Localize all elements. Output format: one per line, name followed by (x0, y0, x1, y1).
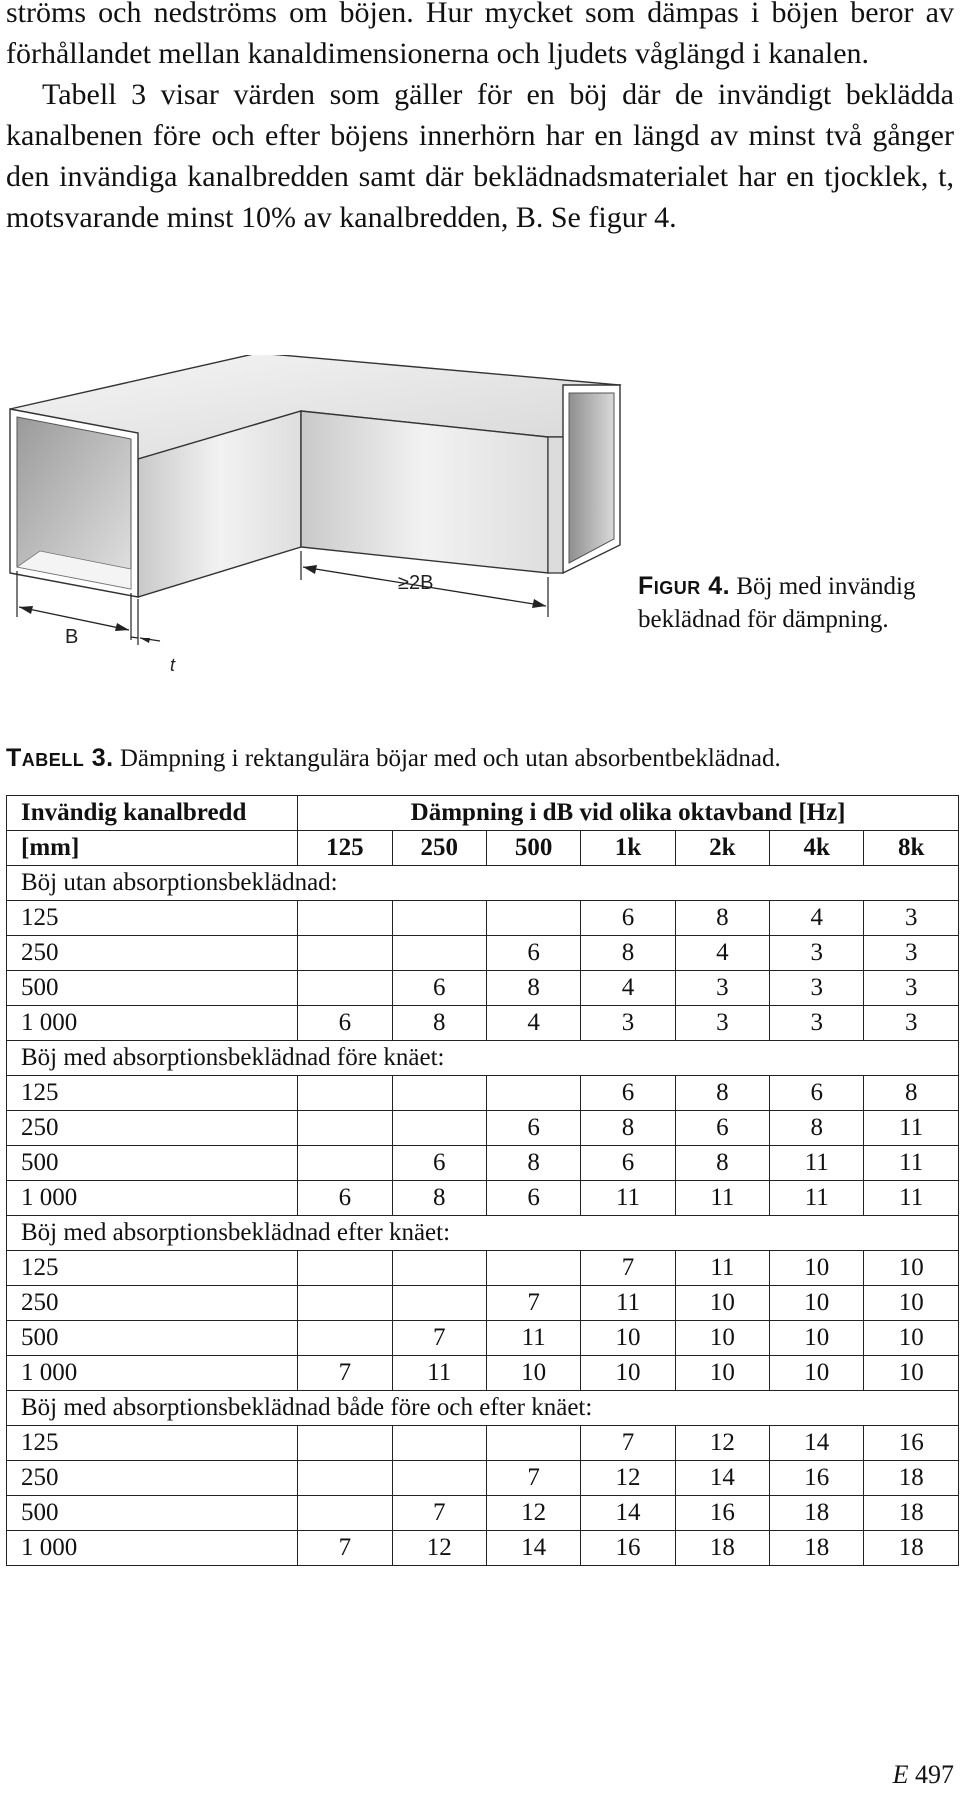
table-row (7, 1286, 959, 1321)
duct-width-cell: 500 (7, 1321, 298, 1356)
attenuation-value-cell (392, 1286, 486, 1321)
attenuation-value-cell: 8 (864, 1076, 959, 1111)
section-title: Böj med absorptionsbeklädnad både före och efter knäet: (7, 1391, 959, 1426)
body-paragraph-2: Tabell 3 visar värden som gäller för en böj där de invändigt beklädda kanalbenen före och efter böjens innerhörn har en längd av minst två gånger den invändiga kanalbredden samt där beklädnadsmaterialet har en tjocklek, t, motsvarande minst 10% av kanalbredden, B. Se figur 4. (6, 78, 954, 234)
table-section-row (7, 1391, 959, 1426)
attenuation-value-cell (298, 936, 392, 971)
section-title: Böj med absorptionsbeklädnad före knäet: (7, 1041, 959, 1076)
attenuation-value-cell: 10 (486, 1356, 580, 1391)
section-title: Böj med absorptionsbeklädnad efter knäet: (7, 1216, 959, 1251)
attenuation-value-cell (298, 1251, 392, 1286)
attenuation-value-cell: 3 (770, 971, 864, 1006)
attenuation-value-cell: 16 (581, 1531, 675, 1566)
duct-width-cell: 1 000 (7, 1006, 298, 1041)
figure-caption-label: Figur 4. (638, 572, 731, 600)
table-row (7, 1076, 959, 1111)
attenuation-value-cell: 11 (864, 1146, 959, 1181)
table-section-row (7, 866, 959, 901)
table-row (7, 1426, 959, 1461)
duct-width-cell: 125 (7, 1251, 298, 1286)
attenuation-value-cell: 11 (770, 1181, 864, 1216)
attenuation-value-cell: 8 (675, 901, 769, 936)
attenuation-value-cell: 12 (486, 1496, 580, 1531)
attenuation-value-cell: 6 (298, 1006, 392, 1041)
duct-width-cell: 1 000 (7, 1531, 298, 1566)
attenuation-value-cell (298, 1461, 392, 1496)
attenuation-value-cell (392, 1076, 486, 1111)
attenuation-value-cell: 10 (675, 1356, 769, 1391)
page-number (893, 1760, 954, 1790)
attenuation-value-cell: 6 (675, 1111, 769, 1146)
duct-width-cell: 250 (7, 1461, 298, 1496)
attenuation-value-cell: 4 (486, 1006, 580, 1041)
table-section-row (7, 1216, 959, 1251)
attenuation-table (6, 795, 959, 1566)
attenuation-value-cell: 16 (864, 1426, 959, 1461)
attenuation-value-cell: 10 (581, 1321, 675, 1356)
attenuation-value-cell: 18 (864, 1531, 959, 1566)
duct-front-face-right (301, 411, 548, 573)
attenuation-value-cell (392, 1111, 486, 1146)
attenuation-value-cell: 18 (770, 1496, 864, 1531)
table-row (7, 1356, 959, 1391)
table-row (7, 1321, 959, 1356)
duct-bend-illustration (0, 355, 640, 705)
attenuation-value-cell: 18 (770, 1531, 864, 1566)
attenuation-value-cell: 14 (675, 1461, 769, 1496)
attenuation-value-cell: 10 (581, 1356, 675, 1391)
duct-width-cell: 500 (7, 1496, 298, 1531)
table-row (7, 1146, 959, 1181)
attenuation-value-cell: 6 (298, 1181, 392, 1216)
attenuation-value-cell: 12 (581, 1461, 675, 1496)
attenuation-value-cell: 11 (770, 1146, 864, 1181)
attenuation-value-cell: 18 (675, 1531, 769, 1566)
attenuation-value-cell (298, 1496, 392, 1531)
attenuation-value-cell: 3 (675, 1006, 769, 1041)
attenuation-value-cell: 10 (864, 1251, 959, 1286)
attenuation-value-cell (298, 1111, 392, 1146)
header-duct-width-unit: [mm] (7, 831, 298, 866)
table-row (7, 1181, 959, 1216)
header-band: 500 (486, 831, 580, 866)
attenuation-value-cell: 7 (392, 1321, 486, 1356)
attenuation-value-cell: 8 (770, 1111, 864, 1146)
table-row (7, 936, 959, 971)
table-row (7, 1006, 959, 1041)
attenuation-value-cell (298, 1426, 392, 1461)
right-duct-lining (569, 393, 614, 563)
attenuation-value-cell (486, 1251, 580, 1286)
attenuation-value-cell (298, 901, 392, 936)
attenuation-value-cell: 11 (675, 1181, 769, 1216)
attenuation-value-cell (298, 1146, 392, 1181)
table-row (7, 1531, 959, 1566)
attenuation-value-cell: 6 (486, 1111, 580, 1146)
attenuation-value-cell: 10 (864, 1286, 959, 1321)
attenuation-value-cell: 12 (392, 1531, 486, 1566)
attenuation-value-cell: 6 (486, 1181, 580, 1216)
attenuation-value-cell: 10 (770, 1356, 864, 1391)
table-caption-label: Tabell 3. (6, 744, 114, 772)
page-number-value: 497 (915, 1760, 954, 1789)
header-band: 250 (392, 831, 486, 866)
attenuation-value-cell: 7 (581, 1426, 675, 1461)
attenuation-value-cell (298, 1076, 392, 1111)
attenuation-value-cell (486, 901, 580, 936)
attenuation-value-cell: 8 (675, 1076, 769, 1111)
attenuation-value-cell: 8 (581, 1111, 675, 1146)
header-band: 2k (675, 831, 769, 866)
attenuation-value-cell: 10 (675, 1321, 769, 1356)
attenuation-value-cell: 6 (581, 901, 675, 936)
attenuation-value-cell: 18 (864, 1461, 959, 1496)
attenuation-value-cell (486, 1426, 580, 1461)
label-t: t (170, 655, 176, 675)
attenuation-value-cell: 11 (581, 1286, 675, 1321)
attenuation-value-cell: 8 (675, 1146, 769, 1181)
attenuation-value-cell (392, 1426, 486, 1461)
attenuation-value-cell: 14 (581, 1496, 675, 1531)
attenuation-value-cell: 8 (486, 1146, 580, 1181)
table-caption (6, 742, 956, 775)
attenuation-value-cell: 11 (392, 1356, 486, 1391)
duct-width-cell: 500 (7, 1146, 298, 1181)
attenuation-value-cell: 3 (864, 901, 959, 936)
attenuation-value-cell: 6 (392, 1146, 486, 1181)
duct-width-cell: 1 000 (7, 1181, 298, 1216)
duct-width-cell: 500 (7, 971, 298, 1006)
header-band: 125 (298, 831, 392, 866)
attenuation-value-cell: 3 (864, 936, 959, 971)
attenuation-value-cell: 4 (675, 936, 769, 971)
attenuation-value-cell: 3 (864, 1006, 959, 1041)
figure-caption (638, 570, 960, 636)
body-text (6, 0, 954, 238)
duct-width-cell: 250 (7, 1286, 298, 1321)
attenuation-value-cell: 6 (581, 1146, 675, 1181)
attenuation-value-cell: 10 (770, 1321, 864, 1356)
attenuation-value-cell: 3 (581, 1006, 675, 1041)
table-row (7, 971, 959, 1006)
attenuation-value-cell: 11 (581, 1181, 675, 1216)
table-header-row-1 (7, 796, 959, 831)
attenuation-value-cell: 8 (392, 1181, 486, 1216)
attenuation-value-cell: 3 (864, 971, 959, 1006)
attenuation-value-cell: 14 (486, 1531, 580, 1566)
attenuation-value-cell: 7 (298, 1531, 392, 1566)
attenuation-value-cell: 11 (675, 1251, 769, 1286)
table-row (7, 1461, 959, 1496)
attenuation-value-cell: 3 (770, 936, 864, 971)
attenuation-value-cell: 3 (770, 1006, 864, 1041)
attenuation-value-cell: 8 (392, 1006, 486, 1041)
duct-width-cell: 1 000 (7, 1356, 298, 1391)
attenuation-value-cell (392, 901, 486, 936)
attenuation-value-cell: 11 (486, 1321, 580, 1356)
attenuation-value-cell (486, 1076, 580, 1111)
attenuation-value-cell (298, 1286, 392, 1321)
header-band: 1k (581, 831, 675, 866)
attenuation-value-cell (392, 1251, 486, 1286)
attenuation-value-cell: 6 (486, 936, 580, 971)
attenuation-value-cell: 18 (864, 1496, 959, 1531)
attenuation-value-cell: 6 (581, 1076, 675, 1111)
table-row (7, 1111, 959, 1146)
attenuation-value-cell: 3 (675, 971, 769, 1006)
attenuation-value-cell: 10 (864, 1356, 959, 1391)
duct-width-cell: 250 (7, 936, 298, 971)
table-section-row (7, 1041, 959, 1076)
duct-width-cell: 125 (7, 1076, 298, 1111)
header-band: 4k (770, 831, 864, 866)
attenuation-value-cell (298, 971, 392, 1006)
attenuation-value-cell: 14 (770, 1426, 864, 1461)
label-2b: ≥2B (398, 572, 434, 594)
page-number-prefix: E (892, 1760, 909, 1789)
attenuation-value-cell: 7 (486, 1461, 580, 1496)
attenuation-value-cell: 7 (581, 1251, 675, 1286)
table-header-row-2 (7, 831, 959, 866)
duct-width-cell: 125 (7, 1426, 298, 1461)
attenuation-value-cell: 10 (770, 1251, 864, 1286)
attenuation-value-cell: 10 (864, 1321, 959, 1356)
figure-caption-text: Böj med invändig beklädnad för dämpning. (638, 573, 916, 633)
attenuation-value-cell: 4 (581, 971, 675, 1006)
attenuation-value-cell: 10 (770, 1286, 864, 1321)
duct-width-cell: 125 (7, 901, 298, 936)
attenuation-value-cell: 12 (675, 1426, 769, 1461)
header-attenuation-group: Dämpning i dB vid olika oktavband [Hz] (298, 796, 959, 831)
attenuation-value-cell: 7 (298, 1356, 392, 1391)
duct-bend-figure (0, 355, 640, 705)
table-caption-text: Dämpning i rektangulära böjar med och utan absorbentbeklädnad. (119, 745, 781, 772)
attenuation-value-cell: 16 (770, 1461, 864, 1496)
table-row (7, 1496, 959, 1531)
table-row (7, 901, 959, 936)
header-band: 8k (864, 831, 959, 866)
attenuation-value-cell: 10 (675, 1286, 769, 1321)
attenuation-value-cell: 11 (864, 1111, 959, 1146)
attenuation-value-cell: 11 (864, 1181, 959, 1216)
attenuation-value-cell: 8 (581, 936, 675, 971)
attenuation-value-cell: 8 (486, 971, 580, 1006)
attenuation-value-cell (298, 1321, 392, 1356)
attenuation-value-cell: 16 (675, 1496, 769, 1531)
attenuation-value-cell: 6 (392, 971, 486, 1006)
attenuation-value-cell: 7 (392, 1496, 486, 1531)
attenuation-value-cell (392, 1461, 486, 1496)
attenuation-value-cell: 4 (770, 901, 864, 936)
body-paragraph-1: ströms och nedströms om böjen. Hur mycket som dämpas i böjen beror av förhållandet mellan kanaldimensionerna och ljudets våglängd i kanalen. (6, 0, 954, 70)
attenuation-value-cell (392, 936, 486, 971)
section-title: Böj utan absorptionsbeklädnad: (7, 866, 959, 901)
header-duct-width: Invändig kanalbredd (7, 796, 298, 831)
label-b: B (65, 626, 79, 648)
attenuation-value-cell: 6 (770, 1076, 864, 1111)
attenuation-value-cell: 7 (486, 1286, 580, 1321)
duct-width-cell: 250 (7, 1111, 298, 1146)
table-body (7, 866, 959, 1566)
table-row (7, 1251, 959, 1286)
